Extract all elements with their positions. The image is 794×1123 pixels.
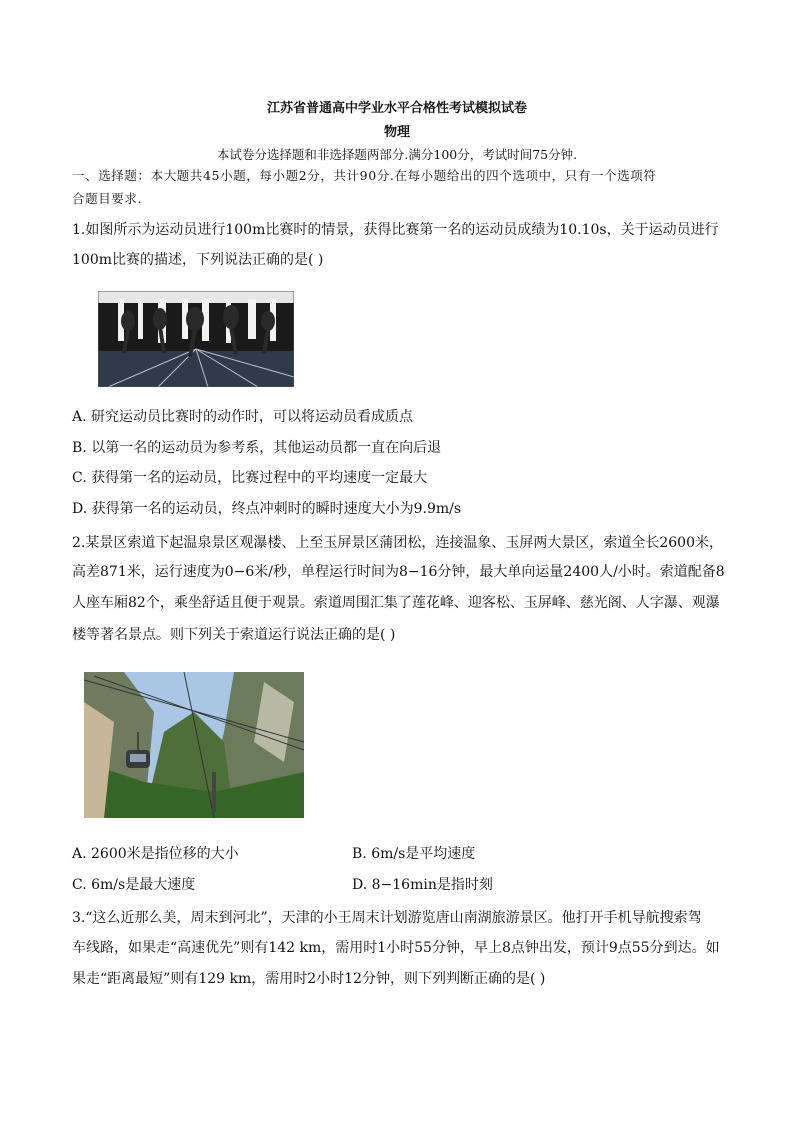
q3-stem-line1: 3.“这么近那么美，周末到河北”，天津的小王周末计划游览唐山南湖旅游景区。他打开手机导航搜索驾 bbox=[72, 910, 702, 926]
q1-option-b: B. 以第一名的运动员为参考系，其他运动员都一直在向后退 bbox=[72, 440, 442, 456]
q2-stem-line1: 2.某景区索道下起温泉景区观瀑楼、上至玉屏景区蒲团松，连接温象、玉屏两大景区，索道全长2600米， bbox=[72, 535, 723, 551]
q1-option-a: A. 研究运动员比赛时的动作时，可以将运动员看成质点 bbox=[72, 409, 414, 425]
section-heading-line1: 一、选择题：本大题共45小题，每小题2分，共计90分.在每小题给出的四个选项中，只有一个选项符 bbox=[72, 168, 657, 183]
q2-option-d: D. 8−16min是指时刻 bbox=[352, 877, 493, 893]
q2-stem-line3: 人座车厢82个，乘坐舒适且便于观景。索道周围汇集了莲花峰、迎客松、玉屏峰、慈光阁、人字瀑、观瀑 bbox=[72, 595, 720, 611]
exam-instructions: 本试卷分选择题和非选择题两部分.满分100分，考试时间75分钟. bbox=[216, 147, 578, 162]
sprinters-photo bbox=[98, 291, 294, 387]
section-heading-line2: 合题目要求. bbox=[72, 191, 143, 206]
q2-option-b: B. 6m/s是平均速度 bbox=[352, 846, 476, 862]
q3-stem-line3: 果走“距离最短”则有129 km，需用时2小时12分钟，则下列判断正确的是( ) bbox=[72, 971, 546, 987]
subject-title: 物理 bbox=[383, 125, 410, 140]
q1-option-c: C. 获得第一名的运动员，比赛过程中的平均速度一定最大 bbox=[72, 470, 428, 486]
q2-stem-line2: 高差871米，运行速度为0−6米/秒，单程运行时间为8−16分钟，最大单向运量2400人/小时。索道配备8 bbox=[72, 564, 725, 580]
q2-stem-line4: 楼等著名景点。则下列关于索道运行说法正确的是( ) bbox=[72, 627, 396, 643]
q2-option-a: A. 2600米是指位移的大小 bbox=[72, 846, 239, 862]
cable-car-photo bbox=[84, 672, 304, 818]
q2-option-c: C. 6m/s是最大速度 bbox=[72, 877, 196, 893]
q1-option-d: D. 获得第一名的运动员，终点冲刺时的瞬时速度大小为9.9m/s bbox=[72, 501, 462, 517]
q3-stem-line2: 车线路，如果走“高速优先”则有142 km，需用时1小时55分钟，早上8点钟出发，预计9点55分到达。如 bbox=[72, 940, 720, 956]
exam-title: 江苏省普通高中学业水平合格性考试模拟试卷 bbox=[266, 101, 527, 116]
q1-stem-line2: 100m比赛的描述，下列说法正确的是( ) bbox=[72, 252, 324, 268]
q1-stem-line1: 1.如图所示为运动员进行100m比赛时的情景，获得比赛第一名的运动员成绩为10.10s，关于运动员进行 bbox=[72, 222, 719, 238]
